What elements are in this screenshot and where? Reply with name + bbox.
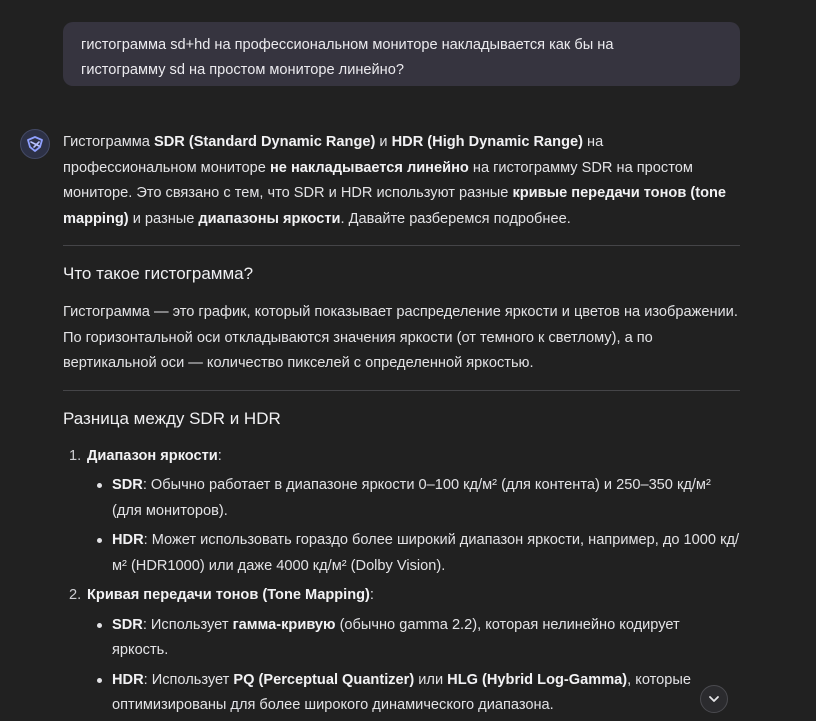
divider [63,245,740,246]
intro-bold-sdr: SDR (Standard Dynamic Range) [153,134,376,150]
bullet-text: или [414,671,448,688]
list-number: 1. [69,447,82,464]
intro-text: и разные [128,210,199,227]
intro-bold-hdr: HDR (High Dynamic Range) [391,134,583,150]
intro-text: Гистограмма [63,134,154,150]
intro-bold-tone-mapping: кривые передачи тонов (tone mapping) [63,185,727,227]
intro-bold-brightness: диапазоны яркости [198,210,341,227]
section-heading-sdr-hdr: Разница между SDR и HDR [63,408,281,428]
histogram-paragraph: Гистограмма — это график, который показывает распределение яркости и цветов на изображении. По горизонтальной оси откладываются значения яркости (от темного к светлому), а по вертикальной оси — количество пикселей с определенной яркостью. [63,304,738,371]
bullet-bold: гамма-кривую [232,616,336,633]
bullet-text: : Использует [143,671,234,688]
list-item-colon: : [217,447,222,464]
intro-text: . Давайте разберемся подробнее. [340,210,571,227]
chevron-down-icon [707,692,721,706]
bullet-text: : Использует [142,616,233,633]
intro-text: на гистограмму SDR на простом мониторе. Это связано с тем, что SDR и HDR используют разные [63,159,693,201]
bullet-text: (обычно gamma 2.2), которая нелинейно кодирует яркость. [112,616,680,658]
intro-text: на профессиональном мониторе [63,134,604,176]
bullet-sdr-brightness [87,473,740,524]
bullet-label: HDR [112,532,144,548]
bullet-list [87,613,740,719]
bullet-text: : Может использовать гораздо более широкий диапазон яркости, например, до 1000 кд/м² (HDR1000) или даже 4000 кд/м² (Dolby Vision). [112,532,740,574]
bullet-label: SDR [112,477,143,493]
bullet-hdr-tone [87,668,740,719]
list-item-title [87,444,740,470]
user-message-line-1: гистограмма sd+hd на профессиональном мониторе накладывается как бы на [81,37,614,53]
bullet-list [87,473,740,579]
list-item-title-text: Кривая передачи тонов (Tone Mapping) [87,587,370,603]
intro-paragraph [63,130,740,232]
differences-list [63,444,740,719]
user-message-bubble [63,22,740,86]
list-item-brightness [63,444,740,580]
bullet-label: HDR [112,671,144,688]
scroll-down-button[interactable] [700,685,728,713]
bullet-hdr-brightness [87,528,740,579]
section-heading-histogram: Что такое гистограмма? [63,264,254,283]
assistant-avatar [20,129,50,159]
bullet-text: , которые оптимизированы для более широкого динамического диапазона. [112,671,691,713]
bullet-bold: HLG (Hybrid Log-Gamma) [447,671,628,688]
bullet-bold: PQ (Perceptual Quantizer) [233,671,415,688]
bullet-label: SDR [112,616,143,633]
divider [63,390,740,391]
list-item-tone-mapping [63,583,740,719]
user-message-line-2: гистограмму sd на простом мониторе линейно? [81,62,404,78]
intro-bold-not-linear: не накладывается линейно [269,159,469,176]
list-item-title [87,583,740,609]
list-item-colon: : [369,587,374,603]
list-item-title-text: Диапазон яркости [87,447,218,464]
intro-text: и [375,134,392,150]
list-number: 2. [69,587,82,603]
assistant-message [63,130,740,719]
assistant-logo-icon [25,134,45,154]
bullet-sdr-tone [87,613,740,664]
bullet-text: : Обычно работает в диапазоне яркости 0–100 кд/м² (для контента) и 250–350 кд/м² (для мониторов). [112,477,711,519]
